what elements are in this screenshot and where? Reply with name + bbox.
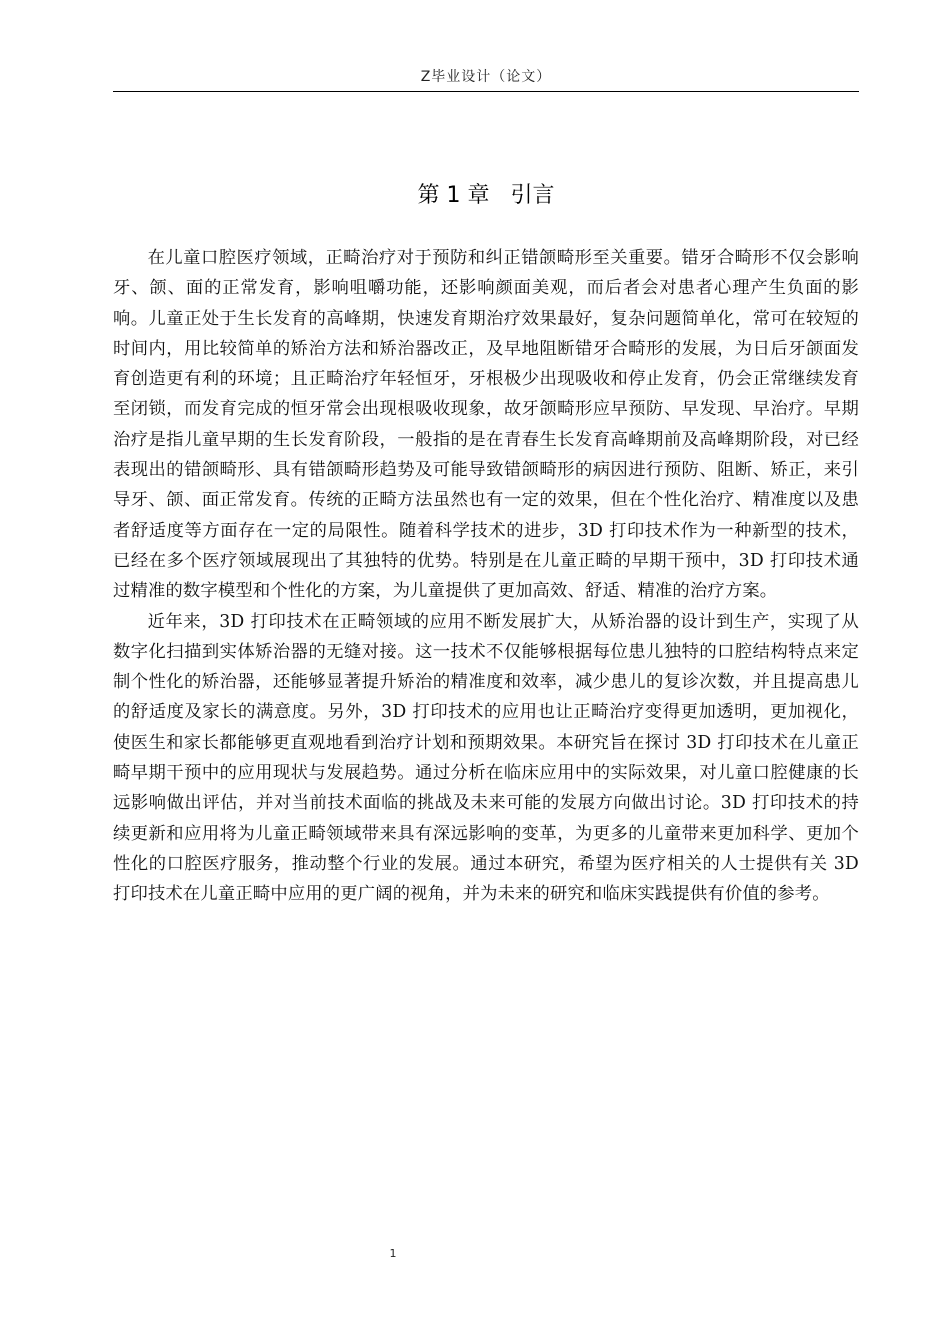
header-divider	[113, 91, 859, 92]
paragraph-2: 近年来，3D 打印技术在正畸领域的应用不断发展扩大，从矫治器的设计到生产，实现了从数字化扫描到实体矫治器的无缝对接。这一技术不仅能够根据每位患儿独特的口腔结构特点来定制个性化的矫治器，还能够显著提升矫治的精准度和效率，减少患儿的复诊次数，并且提高患儿的舒适度及家长的满意度。另外，3D 打印技术的应用也让正畸治疗变得更加透明，更加视化，使医生和家长都能够更直观地看到治疗计划和预期效果。本研究旨在探讨 3D 打印技术在儿童正畸早期干预中的应用现状与发展趋势。通过分析在临床应用中的实际效果，对儿童口腔健康的长远影响做出评估，并对当前技术面临的挑战及未来可能的发展方向做出讨论。3D 打印技术的持续更新和应用将为儿童正畸领域带来具有深远影响的变革，为更多的儿童带来更加科学、更加个性化的口腔医疗服务，推动整个行业的发展。通过本研究，希望为医疗相关的人士提供有关 3D 打印技术在儿童正畸中应用的更广阔的视角，并为未来的研究和临床实践提供有价值的参考。	[113, 611, 859, 905]
body-text	[113, 243, 859, 910]
chapter-title: 第 1 章 引言	[417, 183, 555, 208]
paragraph-1: 在儿童口腔医疗领域，正畸治疗对于预防和纠正错颌畸形至关重要。错牙合畸形不仅会影响牙、颌、面的正常发育，影响咀嚼功能，还影响颜面美观，而后者会对患者心理产生负面的影响。儿童正处于生长发育的高峰期，快速发育期治疗效果最好，复杂问题简单化，常可在较短的时间内，用比较简单的矫治方法和矫治器改正，及早地阻断错牙合畸形的发展，为日后牙颌面发育创造更有利的环境；且正畸治疗年轻恒牙，牙根极少出现吸收和停止发育，仍会正常继续发育至闭锁，而发育完成的恒牙常会出现根吸收现象，故牙颌畸形应早预防、早发现、早治疗。早期治疗是指儿童早期的生长发育阶段，一般指的是在青春生长发育高峰期前及高峰期阶段，对已经表现出的错颌畸形、具有错颌畸形趋势及可能导致错颌畸形的病因进行预防、阻断、矫正，来引导牙、颌、面正常发育。传统的正畸方法虽然也有一定的效果，但在个性化治疗、精准度以及患者舒适度等方面存在一定的局限性。随着科学技术的进步，3D 打印技术作为一种新型的技术，已经在多个医疗领域展现出了其独特的优势。特别是在儿童正畸的早期干预中，3D 打印技术通过精准的数字模型和个性化的方案，为儿童提供了更加高效、舒适、精准的治疗方案。	[113, 248, 859, 602]
page-number: 1	[389, 1247, 397, 1260]
running-header: Z毕业设计（论文）	[420, 69, 552, 85]
